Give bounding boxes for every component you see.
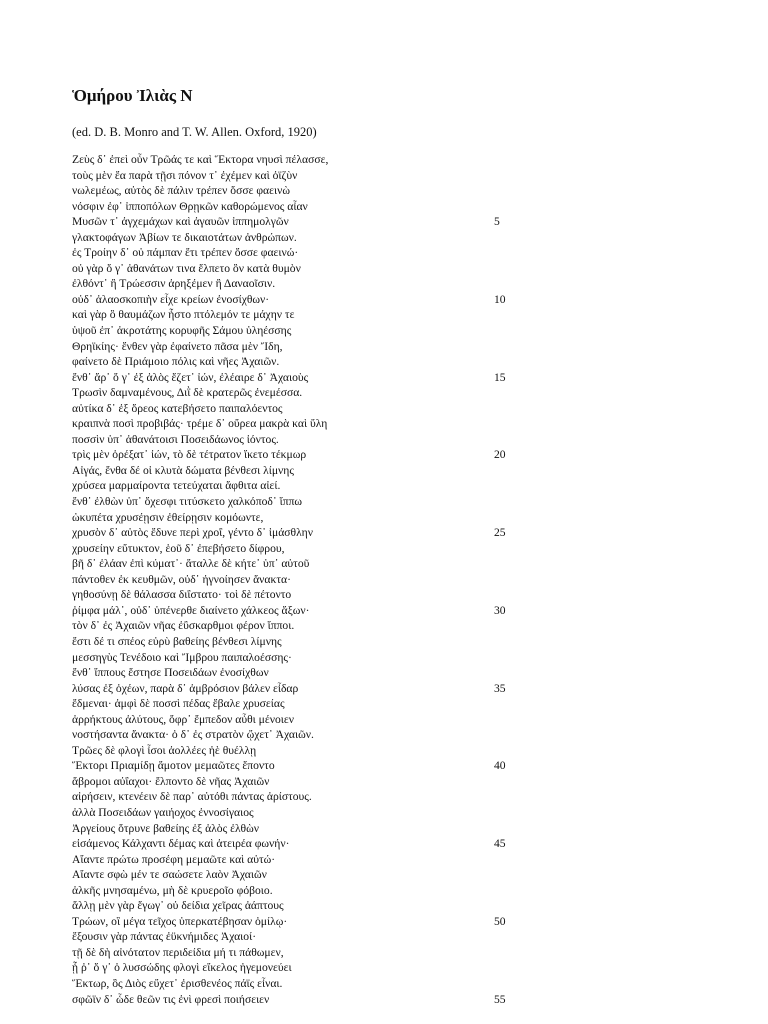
verse-line bbox=[72, 929, 532, 945]
verse-text: Τρώων, οἳ μέγα τεῖχος ὑπερκατέβησαν ὁμίλῳ· bbox=[72, 914, 288, 928]
verse-list bbox=[72, 152, 532, 1007]
verse-text: ἕξουσιν γὰρ πάντας ἐϋκνήμιδες Ἀχαιοί· bbox=[72, 930, 257, 944]
verse-line bbox=[72, 354, 532, 370]
verse-line bbox=[72, 743, 532, 759]
line-number: 55 bbox=[494, 992, 506, 1006]
verse-line bbox=[72, 572, 532, 588]
verse-text: αὐτίκα δ᾽ ἐξ ὄρεος κατεβήσετο παιπαλόεντος bbox=[72, 401, 283, 415]
verse-line bbox=[72, 852, 532, 868]
verse-line bbox=[72, 712, 532, 728]
verse-line bbox=[72, 867, 532, 883]
line-number: 20 bbox=[494, 448, 506, 462]
verse-line bbox=[72, 774, 532, 790]
verse-line bbox=[72, 276, 532, 292]
verse-text: ἄλλῃ μὲν γὰρ ἔγωγ᾽ οὐ δείδια χεῖρας ἀάπτους bbox=[72, 899, 284, 913]
verse-text: Αἴαντε σφὼ μέν τε σαώσετε λαὸν Ἀχαιῶν bbox=[72, 868, 267, 882]
verse-line bbox=[72, 960, 532, 976]
verse-line bbox=[72, 199, 532, 215]
verse-text: γηθοσύνῃ δὲ θάλασσα διΐστατο· τοὶ δὲ πέτοντο bbox=[72, 588, 292, 602]
verse-line bbox=[72, 183, 532, 199]
verse-text: ὠκυπέτα χρυσέῃσιν ἐθείρῃσιν κομόωντε, bbox=[72, 510, 264, 524]
verse-line bbox=[72, 976, 532, 992]
verse-line bbox=[72, 556, 532, 572]
verse-line bbox=[72, 992, 532, 1008]
verse-line bbox=[72, 603, 532, 619]
verse-text: λύσας ἐξ ὀχέων, παρὰ δ᾽ ἀμβρόσιον βάλεν εἶδαρ bbox=[72, 681, 299, 695]
verse-text: χρυσείην εὔτυκτον, ἑοῦ δ᾽ ἐπεβήσετο δίφρου, bbox=[72, 541, 285, 555]
verse-text: ἀλλὰ Ποσειδάων γαιήοχος ἐννοσίγαιος bbox=[72, 805, 254, 819]
line-number: 25 bbox=[494, 526, 506, 540]
verse-text: νοστήσαντα ἄνακτα· ὁ δ᾽ ἐς στρατὸν ᾤχετ᾽ Ἀχαιῶν. bbox=[72, 728, 314, 742]
verse-line bbox=[72, 214, 532, 230]
verse-line bbox=[72, 323, 532, 339]
verse-line bbox=[72, 494, 532, 510]
verse-text: μεσσηγὺς Τενέδοιο καὶ Ἴμβρου παιπαλοέσσης· bbox=[72, 650, 292, 664]
line-number: 5 bbox=[494, 215, 500, 229]
verse-text: καὶ γὰρ ὃ θαυμάζων ἧστο πτόλεμόν τε μάχην τε bbox=[72, 308, 295, 322]
verse-text: Τρῶες δὲ φλογὶ ἶσοι ἀολλέες ἠὲ θυέλλῃ bbox=[72, 743, 257, 757]
verse-text: ἄβρομοι αὐΐαχοι· ἔλποντο δὲ νῆας Ἀχαιῶν bbox=[72, 774, 270, 788]
verse-text: Τρωσὶν δαμναμένους, Διῒ δὲ κρατερῶς ἐνεμέσσα. bbox=[72, 386, 303, 400]
verse-text: οὐδ᾽ ἀλαοσκοπιὴν εἶχε κρείων ἐνοσίχθων· bbox=[72, 292, 270, 306]
verse-line bbox=[72, 401, 532, 417]
verse-line bbox=[72, 510, 532, 526]
verse-line bbox=[72, 681, 532, 697]
verse-text: γλακτοφάγων Ἀβίων τε δικαιοτάτων ἀνθρώπων. bbox=[72, 230, 297, 244]
verse-line bbox=[72, 245, 532, 261]
verse-line bbox=[72, 665, 532, 681]
verse-text: χρύσεα μαρμαίροντα τετεύχαται ἄφθιτα αἰεί. bbox=[72, 479, 281, 493]
verse-text: Ἀργείους ὄτρυνε βαθείης ἐξ ἁλὸς ἐλθὼν bbox=[72, 821, 259, 835]
verse-text: πάντοθεν ἐκ κευθμῶν, οὐδ᾽ ἠγνοίησεν ἄνακτα· bbox=[72, 572, 291, 586]
verse-text: Αἴαντε πρώτω προσέφη μεμαῶτε καὶ αὐτώ· bbox=[72, 852, 276, 866]
verse-text: νωλεμέως, αὐτὸς δὲ πάλιν τρέπεν ὄσσε φαεινὼ bbox=[72, 184, 290, 198]
verse-text: ἔδμεναι· ἀμφὶ δὲ ποσσὶ πέδας ἔβαλε χρυσείας bbox=[72, 697, 285, 711]
verse-text: ἀρρήκτους ἀλύτους, ὄφρ᾽ ἔμπεδον αὖθι μένοιεν bbox=[72, 712, 295, 726]
verse-line bbox=[72, 261, 532, 277]
verse-line bbox=[72, 883, 532, 899]
verse-line bbox=[72, 618, 532, 634]
verse-line bbox=[72, 696, 532, 712]
verse-line bbox=[72, 821, 532, 837]
verse-line bbox=[72, 789, 532, 805]
line-number: 10 bbox=[494, 292, 506, 306]
verse-text: φαίνετο δὲ Πριάμοιο πόλις καὶ νῆες Ἀχαιῶν. bbox=[72, 355, 280, 369]
verse-line bbox=[72, 587, 532, 603]
verse-text: ἐς Τροίην δ᾽ οὐ πάμπαν ἔτι τρέπεν ὄσσε φαεινώ· bbox=[72, 246, 299, 260]
verse-line bbox=[72, 945, 532, 961]
verse-text: τοὺς μὲν ἔα παρὰ τῇσι πόνον τ᾽ ἐχέμεν καὶ ὀϊζὺν bbox=[72, 168, 298, 182]
line-number: 30 bbox=[494, 603, 506, 617]
verse-text: ποσσὶν ὑπ᾽ ἀθανάτοισι Ποσειδάωνος ἰόντος. bbox=[72, 432, 279, 446]
verse-text: τῇ δὲ δὴ αἰνότατον περιδείδια μή τι πάθωμεν, bbox=[72, 945, 284, 959]
verse-line bbox=[72, 168, 532, 184]
verse-text: τρὶς μὲν ὀρέξατ᾽ ἰών, τὸ δὲ τέτρατον ἵκετο τέκμωρ bbox=[72, 448, 307, 462]
verse-text: Μυσῶν τ᾽ ἀγχεμάχων καὶ ἀγαυῶν ἱππημολγῶν bbox=[72, 215, 289, 229]
verse-line bbox=[72, 432, 532, 448]
verse-text: ἔστι δέ τι σπέος εὐρὺ βαθείης βένθεσι λίμνης bbox=[72, 634, 282, 648]
verse-text: νόσφιν ἐφ᾽ ἱπποπόλων Θρῃκῶν καθορώμενος αἶαν bbox=[72, 199, 308, 213]
verse-text: ᾗ ῥ᾽ ὅ γ᾽ ὁ λυσσώδης φλογὶ εἴκελος ἡγεμονεύει bbox=[72, 961, 292, 975]
verse-text: χρυσὸν δ᾽ αὐτὸς ἔδυνε περὶ χροΐ, γέντο δ᾽ ἱμάσθλην bbox=[72, 526, 313, 540]
verse-text: κραιπνὰ ποσὶ προβιβάς· τρέμε δ᾽ οὔρεα μακρὰ καὶ ὕλη bbox=[72, 417, 328, 431]
verse-text: βῆ δ᾽ ἐλάαν ἐπὶ κύματ᾽· ἄταλλε δὲ κήτε᾽ ὑπ᾽ αὐτοῦ bbox=[72, 557, 310, 571]
line-number: 40 bbox=[494, 759, 506, 773]
verse-line bbox=[72, 339, 532, 355]
verse-line bbox=[72, 634, 532, 650]
verse-text: Ἕκτωρ, ὃς Διὸς εὔχετ᾽ ἐρισθενέος πάϊς εἶναι. bbox=[72, 976, 283, 990]
line-number: 15 bbox=[494, 370, 506, 384]
verse-line bbox=[72, 307, 532, 323]
verse-text: Ζεὺς δ᾽ ἐπεὶ οὖν Τρῶάς τε καὶ Ἕκτορα νηυσὶ πέλασσε, bbox=[72, 153, 329, 166]
verse-line bbox=[72, 370, 532, 386]
verse-text: τὸν δ᾽ ἐς Ἀχαιῶν νῆας ἐΰσκαρθμοι φέρον ἵπποι. bbox=[72, 619, 295, 633]
line-number: 45 bbox=[494, 837, 506, 851]
verse-text: Θρηϊκίης· ἔνθεν γὰρ ἐφαίνετο πᾶσα μὲν Ἴδη, bbox=[72, 339, 283, 353]
verse-line bbox=[72, 541, 532, 557]
verse-text: ῥίμφα μάλ᾽, οὐδ᾽ ὑπένερθε διαίνετο χάλκεος ἄξων· bbox=[72, 603, 310, 617]
line-number: 35 bbox=[494, 681, 506, 695]
verse-text: ἀλκῆς μνησαμένω, μὴ δὲ κρυεροῖο φόβοιο. bbox=[72, 883, 273, 897]
verse-text: εἰσάμενος Κάλχαντι δέμας καὶ ἀτειρέα φωνήν· bbox=[72, 837, 290, 851]
verse-text: ὑψοῦ ἐπ᾽ ἀκροτάτης κορυφῆς Σάμου ὑληέσσης bbox=[72, 324, 292, 338]
verse-text: ἔνθ᾽ ἵππους ἔστησε Ποσειδάων ἐνοσίχθων bbox=[72, 666, 269, 680]
verse-line bbox=[72, 152, 532, 168]
line-number: 50 bbox=[494, 914, 506, 928]
verse-line bbox=[72, 758, 532, 774]
verse-line bbox=[72, 230, 532, 246]
verse-text: ἐλθόντ᾽ ἢ Τρώεσσιν ἀρηξέμεν ἢ Δαναοῖσιν. bbox=[72, 277, 276, 291]
verse-line bbox=[72, 898, 532, 914]
verse-line bbox=[72, 478, 532, 494]
verse-line bbox=[72, 385, 532, 401]
verse-line bbox=[72, 650, 532, 666]
verse-text: ἔνθ᾽ ἐλθὼν ὑπ᾽ ὄχεσφι τιτύσκετο χαλκόποδ᾽ ἵππω bbox=[72, 495, 303, 509]
verse-text: σφῶϊν δ᾽ ὧδε θεῶν τις ἐνὶ φρεσὶ ποιήσειεν bbox=[72, 992, 270, 1006]
verse-line bbox=[72, 914, 532, 930]
verse-line bbox=[72, 416, 532, 432]
verse-line bbox=[72, 525, 532, 541]
verse-line bbox=[72, 447, 532, 463]
verse-line bbox=[72, 805, 532, 821]
verse-text: Αἰγάς, ἔνθα δέ οἱ κλυτὰ δώματα βένθεσι λίμνης bbox=[72, 463, 294, 477]
edition-note: (ed. D. B. Monro and T. W. Allen. Oxford, 1920) bbox=[72, 125, 317, 139]
verse-line bbox=[72, 727, 532, 743]
document-title: Ὁμήρου Ἰλιὰς N bbox=[72, 86, 193, 105]
verse-text: Ἕκτορι Πριαμίδῃ ἄμοτον μεμαῶτες ἕποντο bbox=[72, 759, 275, 773]
verse-text: αἱρήσειν, κτενέειν δὲ παρ᾽ αὐτόθι πάντας ἀρίστους. bbox=[72, 790, 312, 804]
verse-text: ἔνθ᾽ ἄρ᾽ ὅ γ᾽ ἐξ ἁλὸς ἕζετ᾽ ἰών, ἐλέαιρε δ᾽ Ἀχαιοὺς bbox=[72, 370, 309, 384]
verse-line bbox=[72, 292, 532, 308]
verse-line bbox=[72, 463, 532, 479]
verse-text: οὐ γὰρ ὅ γ᾽ ἀθανάτων τινα ἔλπετο ὃν κατὰ θυμὸν bbox=[72, 261, 301, 275]
verse-line bbox=[72, 836, 532, 852]
